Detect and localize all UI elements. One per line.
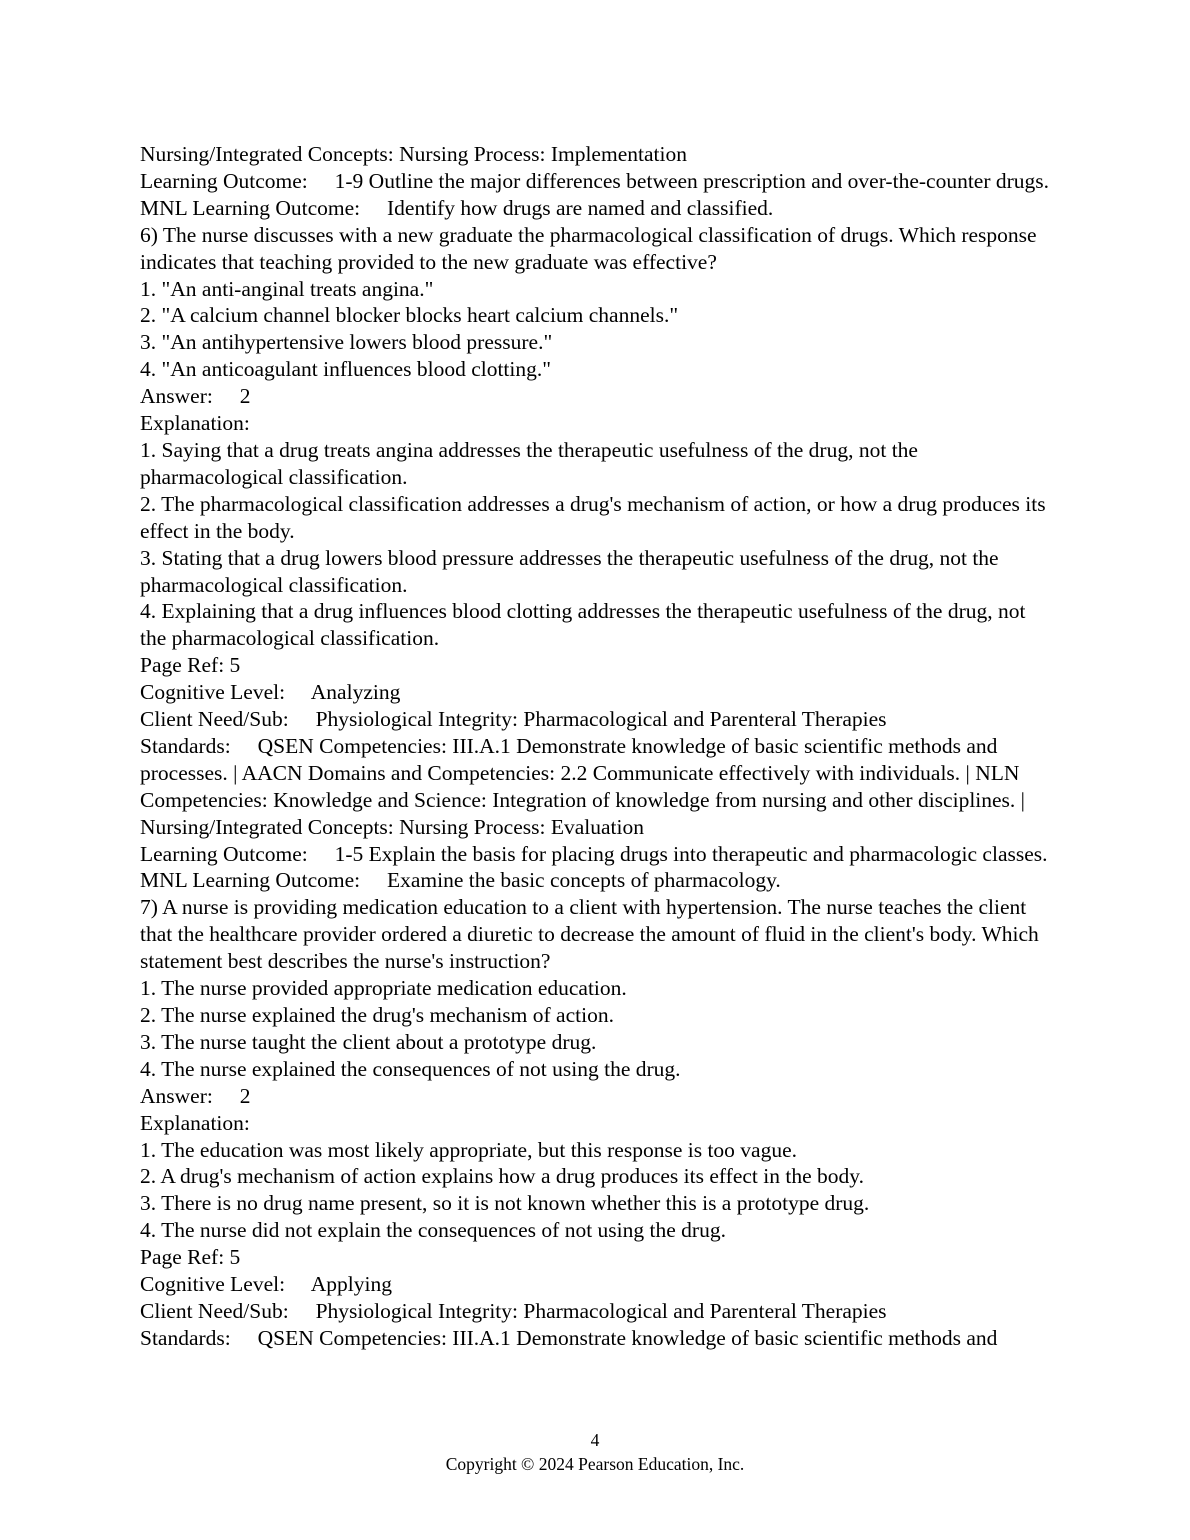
text-line: Nursing/Integrated Concepts: Nursing Process: Implementation [140,142,687,166]
copyright-notice: Copyright © 2024 Pearson Education, Inc. [445,1454,745,1474]
text-line: Cognitive Level: Analyzing [140,680,401,705]
answer-option: 2. "A calcium channel blocker blocks heart calcium channels." [140,303,679,328]
text-line: MNL Learning Outcome: Identify how drugs are named and classified. [140,195,774,220]
answer-option: 2. The nurse explained the drug's mechanism of action. [140,1003,614,1027]
explanation-item: 4. The nurse did not explain the consequences of not using the drug. [140,1218,726,1243]
standards-text: Standards: QSEN Competencies: III.A.1 Demonstrate knowledge of basic scientific methods and [140,1325,998,1350]
answer-line: Answer: 2 [140,384,251,409]
answer-option: 1. The nurse provided appropriate medication education. [140,976,627,1001]
answer-option: 4. "An anticoagulant influences blood clotting." [140,357,552,382]
answer-option: 3. The nurse taught the client about a prototype drug. [140,1029,597,1054]
question-stem: 7) A nurse is providing medication education to a client with hypertension. The nurse teaches the client that the healthcare provider ordered a diuretic to decrease the amount of fluid in the client's body. Which statement best describes the nurse's instruction? [140,895,1039,974]
explanation-heading: Explanation: [140,1110,250,1135]
explanation-heading: Explanation: [140,411,250,436]
text-line: Client Need/Sub: Physiological Integrity: Pharmacological and Parenteral Therapies [140,707,887,732]
standards-text: Standards: QSEN Competencies: III.A.1 Demonstrate knowledge of basic scientific methods and processes. | AACN Domains and Competencies: 2.2 Communicate effectively with individuals. | NLN Competencies: Knowledge and Science: Integration of knowledge from nursing and other disciplines. | Nursing/Integrated Concepts: Nursing Process: Evaluation [140,733,1025,839]
document-body [140,141,1055,1352]
question-stem: 6) The nurse discusses with a new graduate the pharmacological classification of drugs. Which response indicates that teaching provided to the new graduate was effective? [140,222,1037,274]
answer-option: 1. "An anti-anginal treats angina." [140,276,434,301]
answer-option: 4. The nurse explained the consequences of not using the drug. [140,1056,681,1081]
text-line: Client Need/Sub: Physiological Integrity: Pharmacological and Parenteral Therapies [140,1298,887,1323]
text-line: MNL Learning Outcome: Examine the basic concepts of pharmacology. [140,868,781,893]
explanation-item: 4. Explaining that a drug influences blood clotting addresses the therapeutic usefulness of the drug, not the pharmacological classification. [140,599,1026,651]
explanation-item: 1. The education was most likely appropriate, but this response is too vague. [140,1137,798,1162]
page-number: 4 [590,1430,600,1450]
explanation-item: 3. Stating that a drug lowers blood pressure addresses the therapeutic usefulness of the drug, not the pharmacological classification. [140,545,999,597]
text-line: Page Ref: 5 [140,1245,241,1270]
text-line: Learning Outcome: 1-5 Explain the basis for placing drugs into therapeutic and pharmacologic classes. [140,841,1048,866]
answer-option: 3. "An antihypertensive lowers blood pressure." [140,330,553,355]
explanation-item: 3. There is no drug name present, so it is not known whether this is a prototype drug. [140,1191,870,1216]
text-line: Page Ref: 5 [140,653,241,678]
text-line: Learning Outcome: 1-9 Outline the major differences between prescription and over-the-counter drugs. [140,168,1050,193]
explanation-item: 2. A drug's mechanism of action explains how a drug produces its effect in the body. [140,1164,864,1189]
explanation-item: 2. The pharmacological classification addresses a drug's mechanism of action, or how a drug produces its effect in the body. [140,491,1046,543]
answer-line: Answer: 2 [140,1083,251,1108]
page-footer [0,1428,1190,1476]
text-line: Cognitive Level: Applying [140,1272,393,1297]
explanation-item: 1. Saying that a drug treats angina addresses the therapeutic usefulness of the drug, not the pharmacological classification. [140,437,918,489]
